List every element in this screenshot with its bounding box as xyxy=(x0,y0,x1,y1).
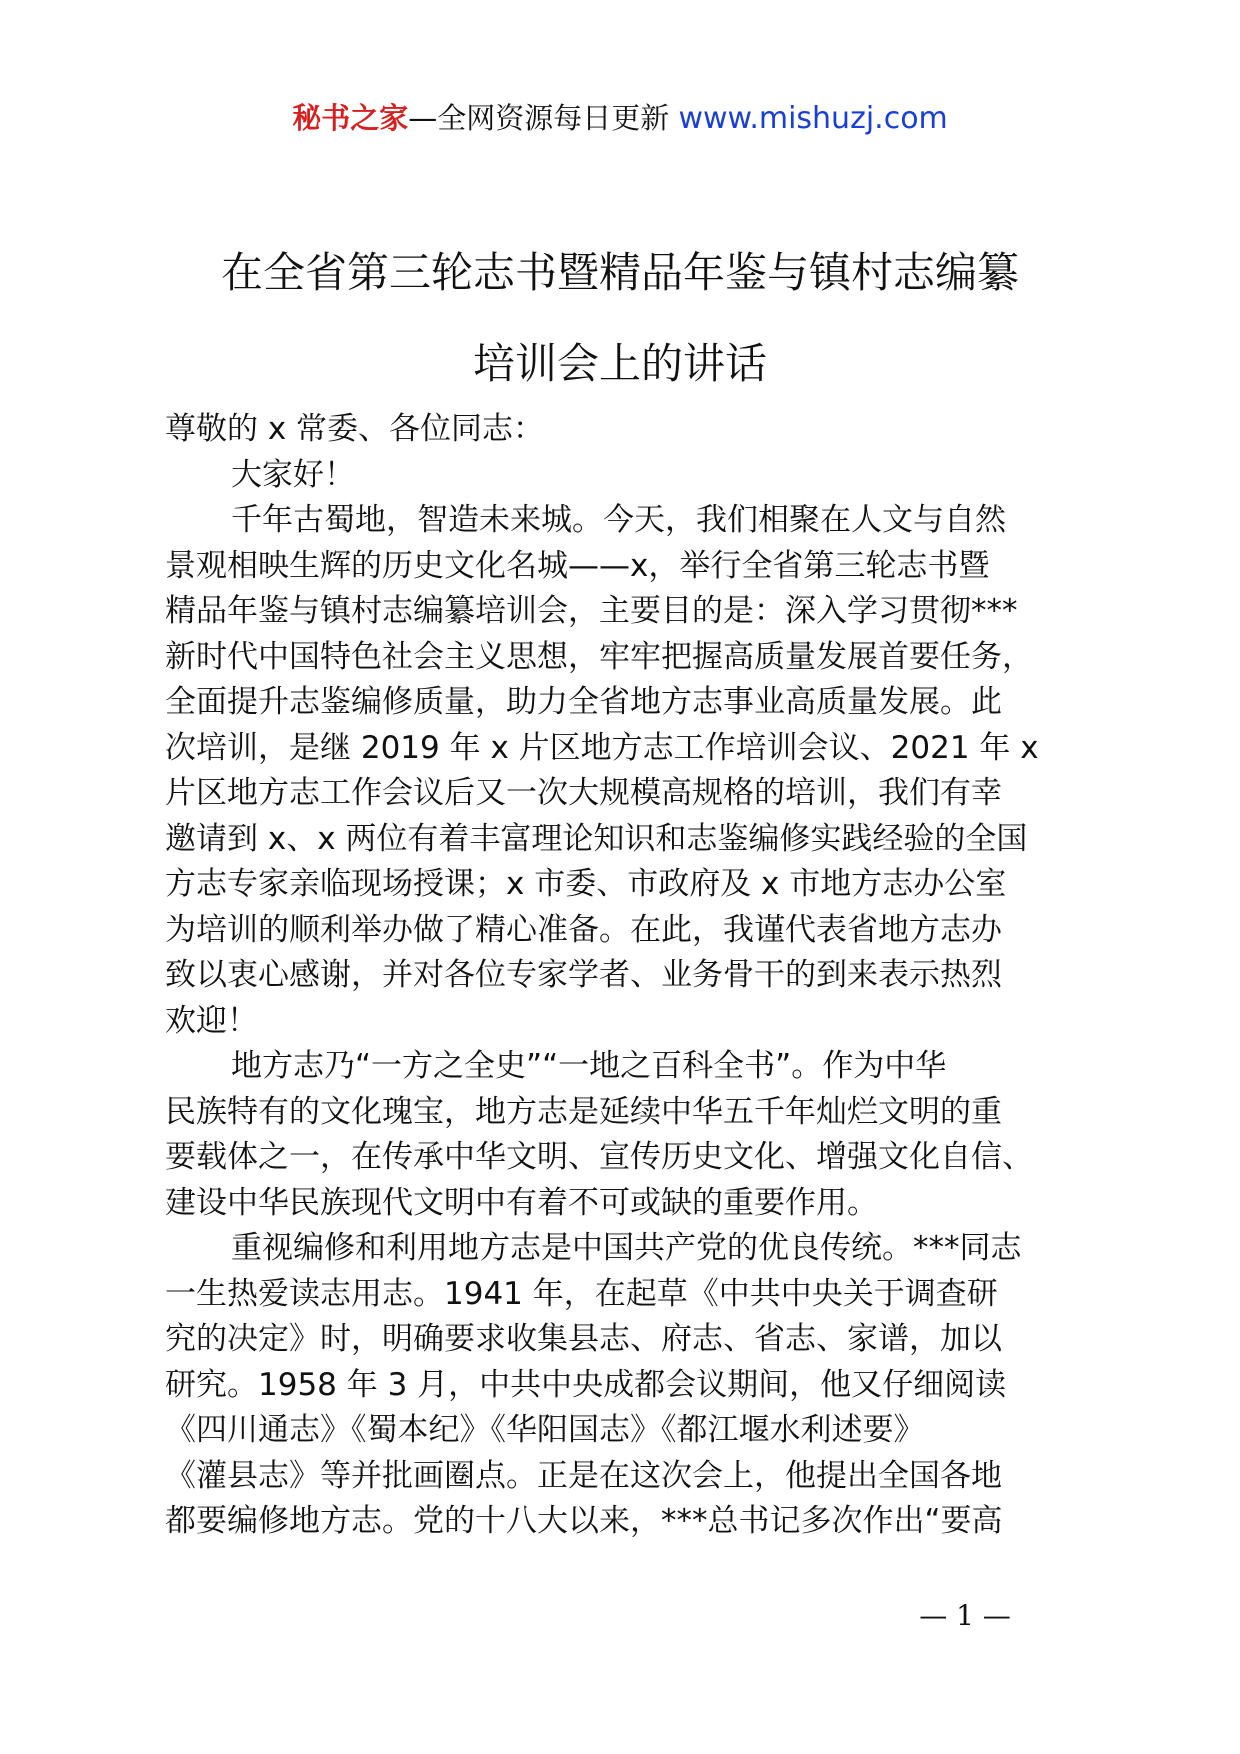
body-line: 一生热爱读志用志。1941 年，在起草《中共中央关于调查研 xyxy=(165,1275,998,1312)
body-line: 《灌县志》等并批画圈点。正是在这次会上，他提出全国各地 xyxy=(165,1457,1002,1494)
body-line: 欢迎！ xyxy=(165,1002,258,1039)
website-link[interactable]: www.mishuzj.com xyxy=(678,101,948,136)
brand-name: 秘书之家 xyxy=(292,101,409,135)
body-line: 要载体之一，在传承中华文明、宣传历史文化、增强文化自信、 xyxy=(165,1139,1033,1175)
body-line: 都要编修地方志。党的十八大以来，***总书记多次作出“要高 xyxy=(165,1503,1003,1539)
page-number: — 1 — xyxy=(919,1599,1011,1632)
body-line: 全面提升志鉴编修质量，助力全省地方志事业高质量发展。此 xyxy=(165,684,1002,720)
body-line: 为培训的顺利举办做了精心准备。在此，我谨代表省地方志办 xyxy=(165,911,1002,948)
body-line: 重视编修和利用地方志是中国共产党的优良传统。***同志 xyxy=(231,1230,1022,1266)
document-body xyxy=(165,407,1105,1545)
body-line: 邀请到 x、x 两位有着丰富理论知识和志鉴编修实践经验的全国 xyxy=(165,820,1028,857)
greeting: 大家好！ xyxy=(231,456,355,493)
body-line: 建设中华民族现代文明中有着不可或缺的重要作用。 xyxy=(165,1184,878,1221)
header-slogan: —全网资源每日更新 xyxy=(408,101,670,135)
body-line: 地方志乃“一方之全史”“一地之百科全书”。作为中华 xyxy=(231,1048,947,1084)
body-line: 次培训，是继 2019 年 x 片区地方志工作培训会议、2021 年 x xyxy=(165,729,1039,766)
salutation: 尊敬的 x 常委、各位同志： xyxy=(165,411,545,447)
body-line: 致以衷心感谢，并对各位专家学者、业务骨干的到来表示热烈 xyxy=(165,957,1002,993)
body-line: 研究。1958 年 3 月，中共中央成都会议期间，他又仔细阅读 xyxy=(165,1366,1007,1403)
body-line: 片区地方志工作会议后又一次大规模高规格的培训，我们有幸 xyxy=(165,775,1002,811)
body-line: 《四川通志》《蜀本纪》《华阳国志》《都江堰水利述要》 xyxy=(165,1412,925,1448)
document-title-line-2: 培训会上的讲话 xyxy=(472,339,767,388)
document-title-line-1: 在全省第三轮志书暨精品年鉴与镇村志编纂 xyxy=(220,248,1019,297)
body-line: 景观相映生辉的历史文化名城——x，举行全省第三轮志书暨 xyxy=(165,547,990,584)
body-line: 民族特有的文化瑰宝，地方志是延续中华五千年灿烂文明的重 xyxy=(165,1093,1002,1130)
site-header xyxy=(0,98,1240,139)
body-line: 方志专家亲临现场授课；x 市委、市政府及 x 市地方志办公室 xyxy=(165,866,1007,902)
body-line: 精品年鉴与镇村志编纂培训会，主要目的是：深入学习贯彻*** xyxy=(165,593,1018,629)
body-line: 千年古蜀地，智造未来城。今天，我们相聚在人文与自然 xyxy=(231,502,1006,538)
body-line: 究的决定》时，明确要求收集县志、府志、省志、家谱，加以 xyxy=(165,1321,1002,1357)
body-line: 新时代中国特色社会主义思想，牢牢把握高质量发展首要任务， xyxy=(165,638,1033,675)
